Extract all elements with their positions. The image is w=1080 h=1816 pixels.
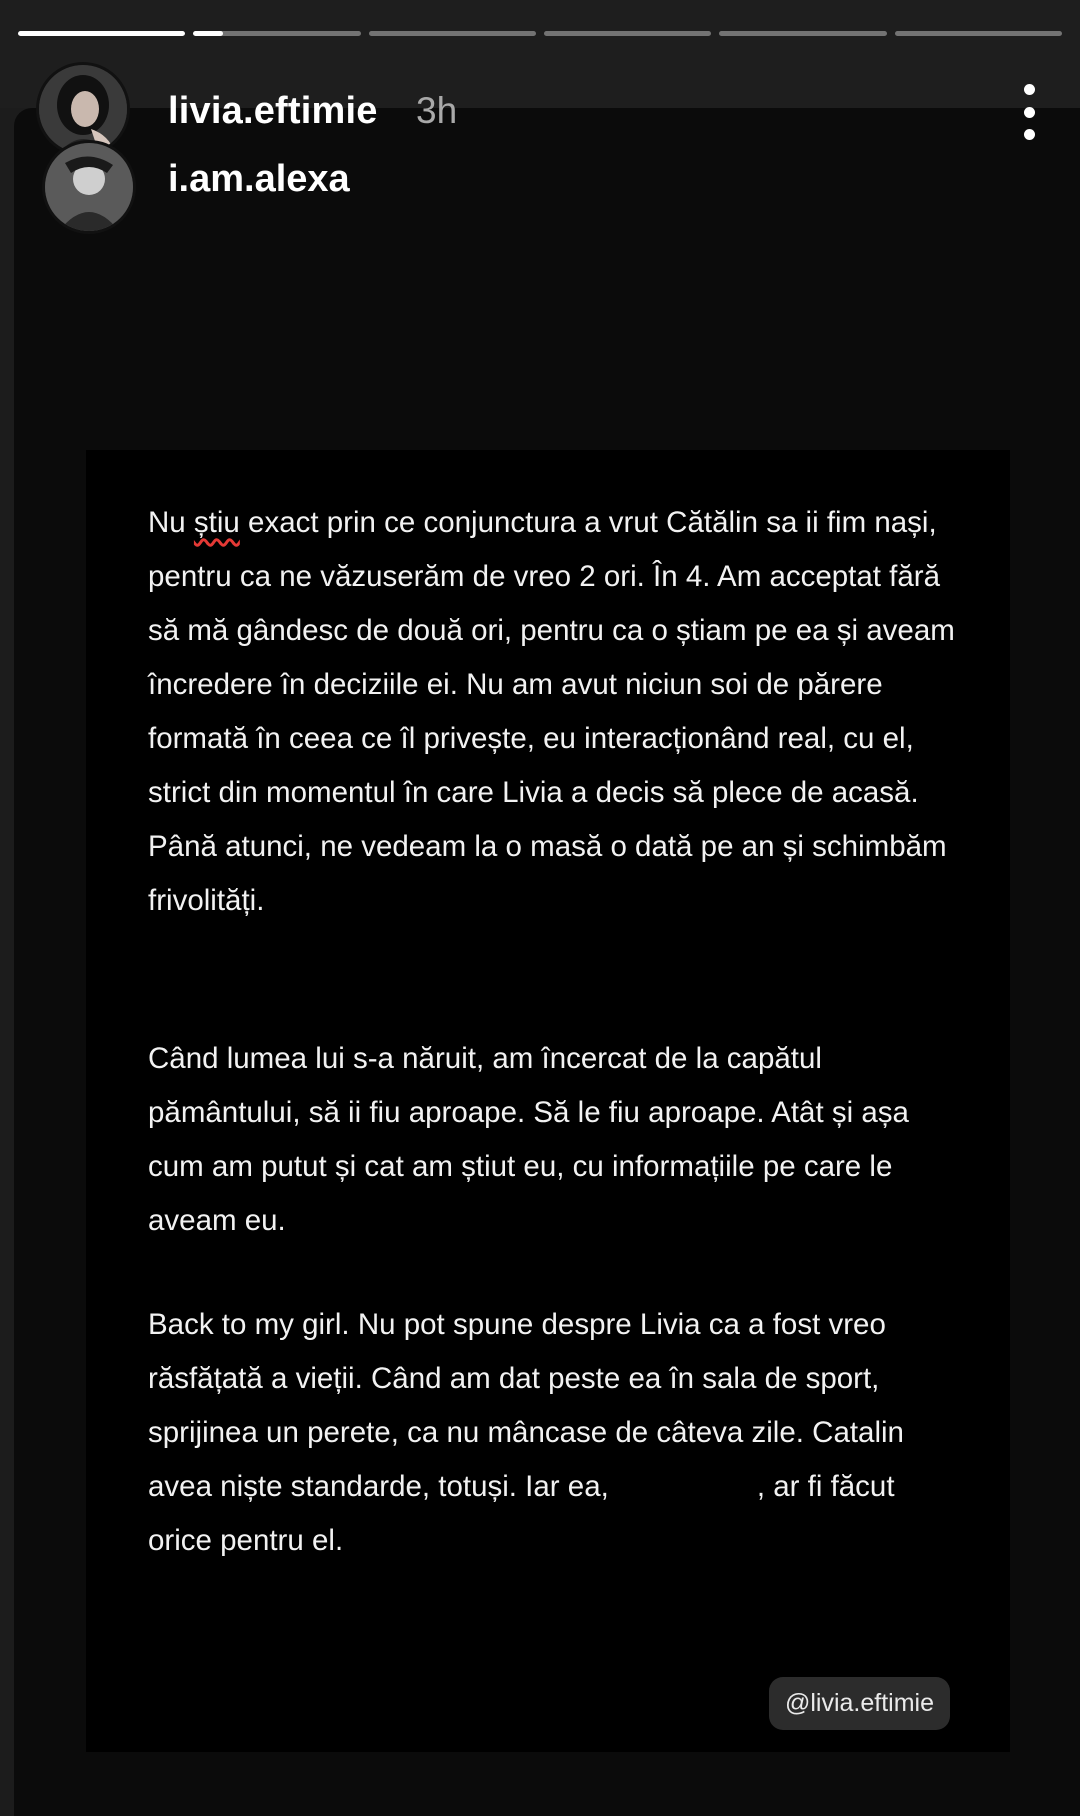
more-dot-icon — [1024, 129, 1035, 140]
progress-segment-1 — [18, 31, 185, 36]
misspelled-word: știu — [193, 506, 240, 539]
paragraph-3-start: Back to my girl. Nu pot spune despre Livia ca a fost vreo răsfățată a vieții. Când am dat peste ea în sala de sport, sprijinea un perete, ca nu mâncase de câteva zile. Catalin avea niște standarde, totuși. Iar ea, — [148, 1308, 904, 1503]
progress-segment-2 — [193, 31, 360, 36]
progress-segment-5 — [719, 31, 886, 36]
coauthor-username[interactable]: i.am.alexa — [168, 158, 350, 200]
paragraph-3-end: , ar fi făcut orice pentru el. — [148, 1470, 895, 1557]
coauthor-avatar-image — [45, 143, 133, 231]
mention-sticker[interactable]: @livia.eftimie — [769, 1677, 950, 1730]
author-username[interactable]: livia.eftimie — [168, 90, 378, 132]
paragraph-1-rest: exact prin ce conjunctura a vrut Cătălin sa ii fim nași, pentru ca ne văzuserăm de vreo 2 ori. În 4. Am acceptat fără să mă gândesc de două ori, pentru ca o știam pe ea și aveam încredere în deciziile ei. Nu am avut niciun soi de părere formată în ceea ce îl privește, eu interacționând real, cu el, strict din momentul în care Livia a decis să plece de acasă. Până atunci, ne vedeam la o masă o dată pe an și schimbăm frivolități. — [148, 506, 955, 917]
progress-segment-4 — [544, 31, 711, 36]
story-header — [36, 62, 1050, 232]
paragraph-1-start: Nu — [148, 506, 194, 539]
coauthor-avatar[interactable] — [42, 140, 136, 234]
more-dot-icon — [1024, 84, 1035, 95]
paragraph-1 — [148, 496, 958, 928]
more-dot-icon — [1024, 107, 1035, 118]
progress-segment-3 — [369, 31, 536, 36]
more-options-button[interactable] — [1014, 84, 1044, 140]
story-timestamp: 3h — [416, 90, 458, 131]
paragraph-2: Când lumea lui s-a năruit, am încercat de la capătul pământului, să ii fiu aproape. Să le fiu aproape. Atât și așa cum am putut și cat am știut eu, cu informațiile pe care le aveam eu. — [148, 1042, 909, 1237]
story-text-card — [86, 450, 1010, 1752]
progress-fill — [18, 31, 185, 36]
progress-fill — [193, 31, 223, 36]
progress-segment-6 — [895, 31, 1062, 36]
story-progress-bar — [18, 31, 1062, 37]
paragraph-3 — [148, 1298, 958, 1568]
